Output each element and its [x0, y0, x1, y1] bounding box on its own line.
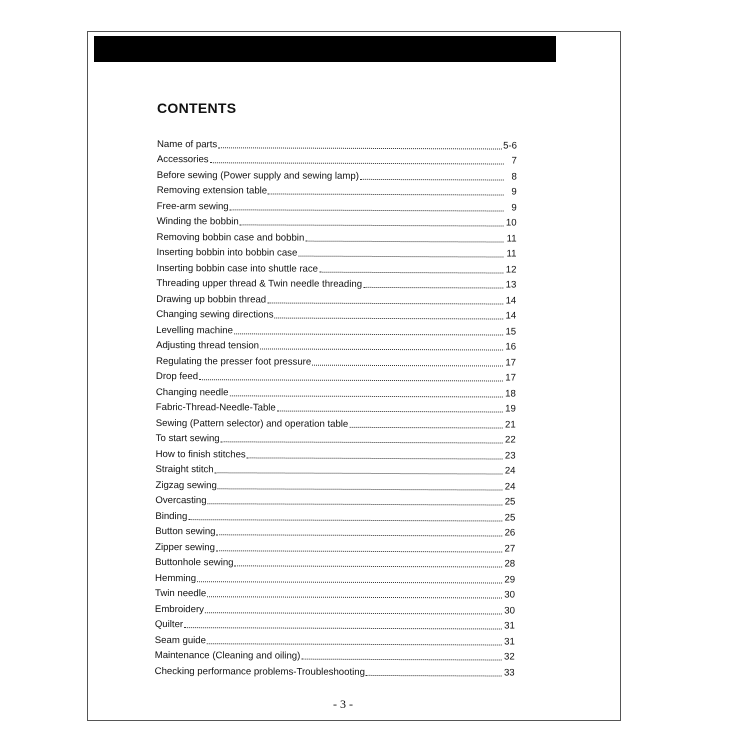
toc-entry: [155, 537, 515, 554]
toc-entry-label: Quilter: [154, 618, 184, 631]
toc-entry-page: 16: [505, 341, 517, 353]
toc-entry-page: 8: [511, 171, 517, 183]
toc-entry-label: Free-arm sewing: [156, 200, 229, 212]
toc-entry-page: 25: [504, 496, 516, 508]
dot-leader: [205, 611, 502, 614]
toc-entry: [155, 630, 515, 647]
toc-entry-label: Removing bobbin case and bobbin: [156, 231, 305, 244]
dot-leader: [275, 317, 504, 320]
toc-entry-page: 14: [505, 295, 517, 307]
toc-entry-page: 12: [505, 264, 517, 276]
dot-leader: [188, 518, 502, 521]
dot-leader: [312, 363, 503, 366]
toc-entry-page: 27: [504, 543, 516, 555]
toc-entry: [155, 475, 515, 492]
dot-leader: [240, 223, 504, 226]
toc-entry-label: Inserting bobbin case into shuttle race: [156, 262, 319, 275]
toc-entry-label: Button sewing: [155, 525, 216, 538]
toc-entry-label: To start sewing: [155, 432, 220, 445]
toc-entry-label: Drawing up bobbin thread: [156, 293, 267, 305]
toc-entry: [155, 552, 515, 569]
dot-leader: [217, 533, 503, 536]
toc-entry-label: Zipper sewing: [155, 541, 215, 553]
toc-entry: [156, 351, 516, 368]
toc-entry-page: 25: [504, 512, 516, 524]
dot-leader: [230, 208, 504, 211]
dot-leader: [319, 270, 503, 273]
toc-entry-label: Name of parts: [156, 138, 218, 150]
toc-entry-label: Changing sewing directions: [156, 308, 274, 321]
toc-entry: [156, 273, 516, 290]
dot-leader: [221, 440, 503, 443]
toc-entry: [156, 366, 516, 383]
toc-entry: [156, 289, 516, 306]
toc-entry-page: 14: [505, 310, 517, 322]
toc-entry-page: 19: [505, 403, 516, 415]
toc-entry-label: Accessories: [156, 153, 209, 166]
toc-entry-label: Before sewing (Power supply and sewing lamp): [156, 169, 359, 182]
dot-leader: [234, 332, 503, 335]
toc-entry: [156, 320, 516, 337]
dot-leader: [197, 580, 502, 583]
toc-entry-page: 26: [504, 527, 516, 539]
dot-leader: [268, 192, 504, 195]
toc-entry: [156, 397, 516, 414]
toc-entry-label: Binding: [155, 510, 188, 522]
toc-entry-page: 5-6: [503, 140, 517, 152]
dot-leader: [267, 301, 503, 304]
toc-entry-label: Regulating the presser foot pressure: [155, 355, 312, 368]
dot-leader: [260, 347, 503, 350]
toc-entry-label: Winding the bobbin: [156, 215, 239, 228]
toc-entry: [156, 258, 516, 275]
page-title: CONTENTS: [157, 100, 237, 116]
dot-leader: [208, 502, 503, 505]
toc-entry: [156, 382, 516, 399]
dot-leader: [207, 595, 502, 598]
toc-entry-label: Overcasting: [155, 494, 207, 507]
dot-leader: [298, 255, 503, 258]
toc-entry-page: 9: [511, 202, 517, 214]
dot-leader: [215, 471, 503, 474]
toc-entry-label: Sewing (Pattern selector) and operation table: [155, 417, 349, 430]
toc-entry-label: Maintenance (Cleaning and oiling): [154, 649, 301, 662]
toc-entry-page: 29: [504, 574, 516, 586]
toc-entry: [155, 661, 515, 678]
toc-entry-page: 11: [506, 233, 517, 245]
dot-leader: [277, 410, 503, 413]
toc-entry-page: 13: [505, 279, 517, 291]
toc-entry-page: 9: [511, 186, 517, 198]
toc-entry-page: 15: [505, 326, 517, 338]
toc-entry-label: Embroidery: [154, 603, 205, 615]
toc-entry: [155, 490, 515, 507]
toc-entry: [156, 444, 516, 461]
dot-leader: [207, 642, 502, 645]
toc-entry-label: Threading upper thread & Twin needle threading: [156, 277, 363, 290]
toc-entry-label: How to finish stitches: [155, 448, 246, 460]
toc-entry-label: Removing extension table: [156, 184, 268, 197]
dot-leader: [247, 456, 503, 459]
toc-entry: [156, 459, 516, 476]
toc-entry-page: 11: [506, 248, 517, 260]
toc-entry: [155, 645, 515, 662]
toc-entry-page: 22: [504, 434, 516, 446]
dot-leader: [235, 564, 503, 567]
toc-entry-label: Hemming: [155, 572, 197, 584]
dot-leader: [363, 286, 503, 289]
toc-entry: [155, 614, 515, 631]
toc-entry-page: 17: [505, 357, 517, 369]
toc-entry-label: Changing needle: [155, 386, 229, 398]
toc-entry-page: 18: [505, 388, 516, 400]
toc-entry-label: Straight stitch: [155, 463, 214, 476]
toc-entry: [157, 165, 517, 182]
toc-entry: [156, 242, 516, 259]
toc-entry: [155, 599, 515, 616]
dot-leader: [360, 177, 504, 180]
dot-leader: [305, 239, 503, 242]
toc-entry-page: 21: [505, 419, 516, 431]
dot-leader: [218, 146, 502, 149]
dot-leader: [216, 549, 502, 552]
toc-entry-page: 7: [511, 155, 517, 167]
toc-entry: [157, 196, 517, 213]
toc-entry-page: 10: [505, 217, 517, 229]
toc-entry: [157, 180, 517, 197]
toc-entry: [156, 304, 516, 321]
dot-leader: [229, 394, 502, 397]
dot-leader: [199, 378, 503, 381]
toc-entry-label: Seam guide: [154, 634, 207, 646]
dot-leader: [210, 161, 504, 164]
toc-entry-page: 32: [504, 651, 515, 663]
toc-entry-label: Levelling machine: [156, 324, 233, 336]
toc-entry-label: Drop feed: [155, 370, 199, 383]
toc-entry: [155, 506, 515, 523]
toc-entry: [155, 521, 515, 538]
toc-entry-label: Fabric-Thread-Needle-Table: [155, 401, 276, 414]
toc-entry: [156, 428, 516, 445]
page-number: - 3 -: [333, 697, 353, 711]
toc-entry: [157, 227, 517, 244]
toc-entry-page: 17: [505, 372, 516, 384]
toc-entry-label: Twin needle: [154, 587, 207, 600]
toc-entry: [157, 211, 517, 228]
toc-entry: [155, 568, 515, 585]
toc-entry-page: 28: [504, 558, 516, 570]
toc-entry-page: 23: [504, 450, 516, 462]
dot-leader: [301, 658, 501, 661]
toc-entry-page: 31: [504, 636, 515, 648]
toc-entry-label: Checking performance problems-Troubleshooting: [154, 665, 365, 678]
toc-entry: [156, 335, 516, 352]
toc-entry: [156, 413, 516, 430]
toc-entry: [157, 149, 517, 166]
toc-entry-page: 33: [503, 667, 515, 679]
toc-entry-label: Adjusting thread tension: [156, 339, 260, 352]
toc-entry: [155, 583, 515, 600]
table-of-contents: [155, 134, 517, 678]
dot-leader: [184, 626, 502, 629]
dot-leader: [366, 673, 502, 676]
toc-entry-label: Buttonhole sewing: [155, 556, 234, 569]
toc-entry-label: Zigzag sewing: [155, 479, 217, 491]
dot-leader: [349, 425, 502, 428]
dot-leader: [218, 487, 503, 490]
toc-entry-page: 31: [504, 620, 515, 632]
toc-entry-page: 30: [504, 605, 515, 617]
toc-entry-page: 24: [504, 465, 516, 477]
header-bar: [94, 36, 556, 62]
toc-entry-page: 24: [504, 481, 516, 493]
toc-entry-page: 30: [504, 589, 516, 601]
toc-entry: [157, 134, 517, 151]
toc-entry-label: Inserting bobbin into bobbin case: [156, 246, 298, 259]
